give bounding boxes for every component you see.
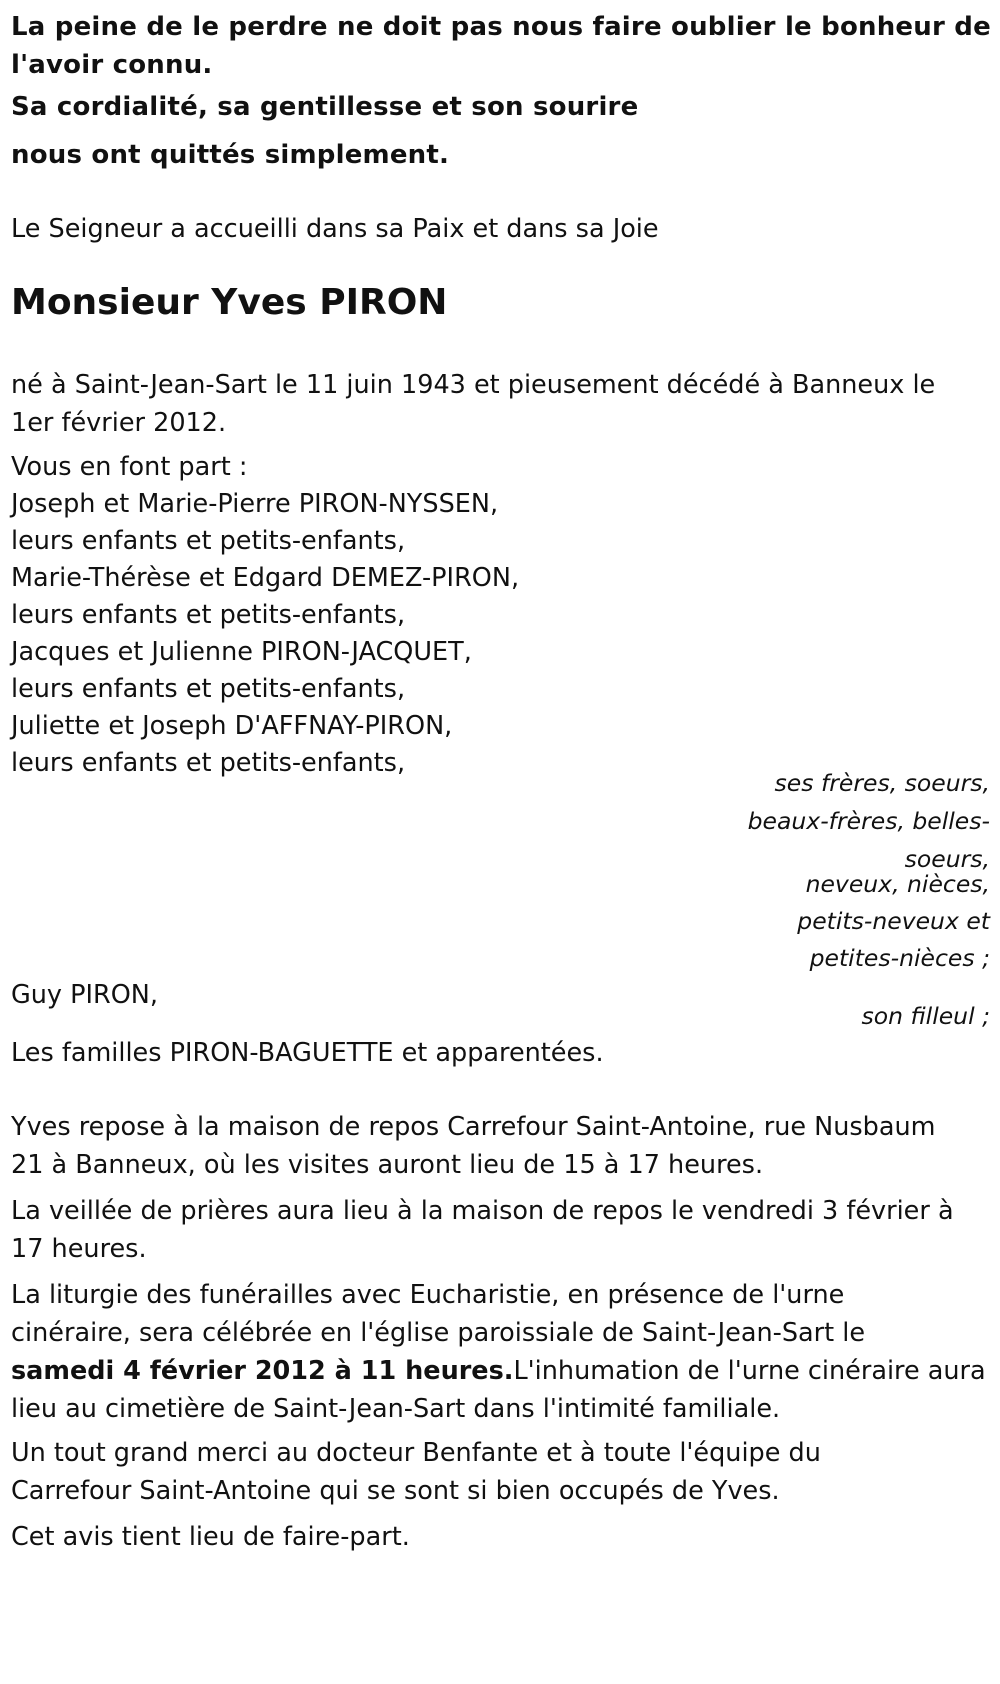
relation-siblings [690, 764, 990, 873]
family-line: Joseph et Marie-Pierre PIRON-NYSSEN, [11, 489, 499, 519]
relation-line: beaux-frères, belles- [747, 807, 990, 835]
deceased-name [11, 280, 986, 326]
page-title: Monsieur Yves PIRON [11, 282, 448, 323]
liturgy-info [11, 1276, 986, 1428]
birth-line: 1er février 2012. [11, 408, 227, 438]
epitaph-line: l'avoir connu. [11, 50, 213, 80]
funeral-date: samedi 4 février 2012 à 11 heures. [11, 1356, 514, 1386]
families-line [11, 1034, 986, 1072]
epitaph-cont [11, 88, 986, 126]
thanks-line: Un tout grand merci au docteur Benfante et à toute l'équipe du [11, 1438, 821, 1468]
liturgy-line: cinéraire, sera célébrée en l'église paroissiale de Saint-Jean-Sart le [11, 1318, 866, 1348]
liturgy-line: La liturgie des funérailles avec Eucharistie, en présence de l'urne [11, 1280, 845, 1310]
family-line: leurs enfants et petits-enfants, [11, 674, 406, 704]
family-line: leurs enfants et petits-enfants, [11, 600, 406, 630]
birth-line: né à Saint-Jean-Sart le 11 juin 1943 et pieusement décédé à Banneux le [11, 370, 936, 400]
announce-line: Vous en font part : [11, 452, 248, 482]
closing-line [11, 1518, 986, 1556]
family-list [11, 448, 986, 782]
vigil-info [11, 1192, 986, 1268]
godson-line: Guy PIRON, [11, 980, 158, 1010]
relation-line: ses frères, soeurs, [774, 769, 990, 797]
vigil-line: 17 heures. [11, 1234, 147, 1264]
vigil-line: La veillée de prières aura lieu à la maison de repos le vendredi 3 février à [11, 1196, 954, 1226]
liturgy-line [11, 1352, 986, 1390]
thanks-info [11, 1434, 986, 1510]
family-line: Juliette et Joseph D'AFFNAY-PIRON, [11, 711, 453, 741]
thanks-line: Carrefour Saint-Antoine qui se sont si bien occupés de Yves. [11, 1476, 780, 1506]
epitaph-line: nous ont quittés simplement. [11, 140, 450, 170]
epitaph-line: La peine de le perdre ne doit pas nous faire oublier le bonheur de [11, 12, 991, 42]
relation-line: petites-nièces ; [809, 944, 990, 972]
relation-line: soeurs, [904, 845, 990, 873]
epitaph [11, 8, 991, 84]
families-text: Les familles PIRON-BAGUETTE et apparentées. [11, 1038, 604, 1068]
family-line: leurs enfants et petits-enfants, [11, 526, 406, 556]
closing-text: Cet avis tient lieu de faire-part. [11, 1522, 410, 1552]
rest-line: 21 à Banneux, où les visites auront lieu de 15 à 17 heures. [11, 1150, 764, 1180]
epitaph-cont [11, 136, 986, 174]
intro-text [11, 210, 986, 248]
relation-line: son filleul ; [861, 1002, 990, 1030]
relation-line: petits-neveux et [797, 907, 990, 935]
rest-line: Yves repose à la maison de repos Carrefour Saint-Antoine, rue Nusbaum [11, 1112, 936, 1142]
rest-info [11, 1108, 986, 1184]
liturgy-line: lieu au cimetière de Saint-Jean-Sart dans l'intimité familiale. [11, 1394, 781, 1424]
epitaph-line: Sa cordialité, sa gentillesse et son sourire [11, 92, 639, 122]
relation-line: neveux, nièces, [805, 870, 990, 898]
relation-nephews [690, 866, 990, 977]
intro-line: Le Seigneur a accueilli dans sa Paix et dans sa Joie [11, 214, 659, 244]
birth-death [11, 366, 986, 442]
liturgy-line-rest: L'inhumation de l'urne cinéraire aura [513, 1356, 986, 1386]
godson-relation [690, 996, 990, 1036]
family-line: Marie-Thérèse et Edgard DEMEZ-PIRON, [11, 563, 520, 593]
family-line: Jacques et Julienne PIRON-JACQUET, [11, 637, 472, 667]
family-line: leurs enfants et petits-enfants, [11, 748, 406, 778]
